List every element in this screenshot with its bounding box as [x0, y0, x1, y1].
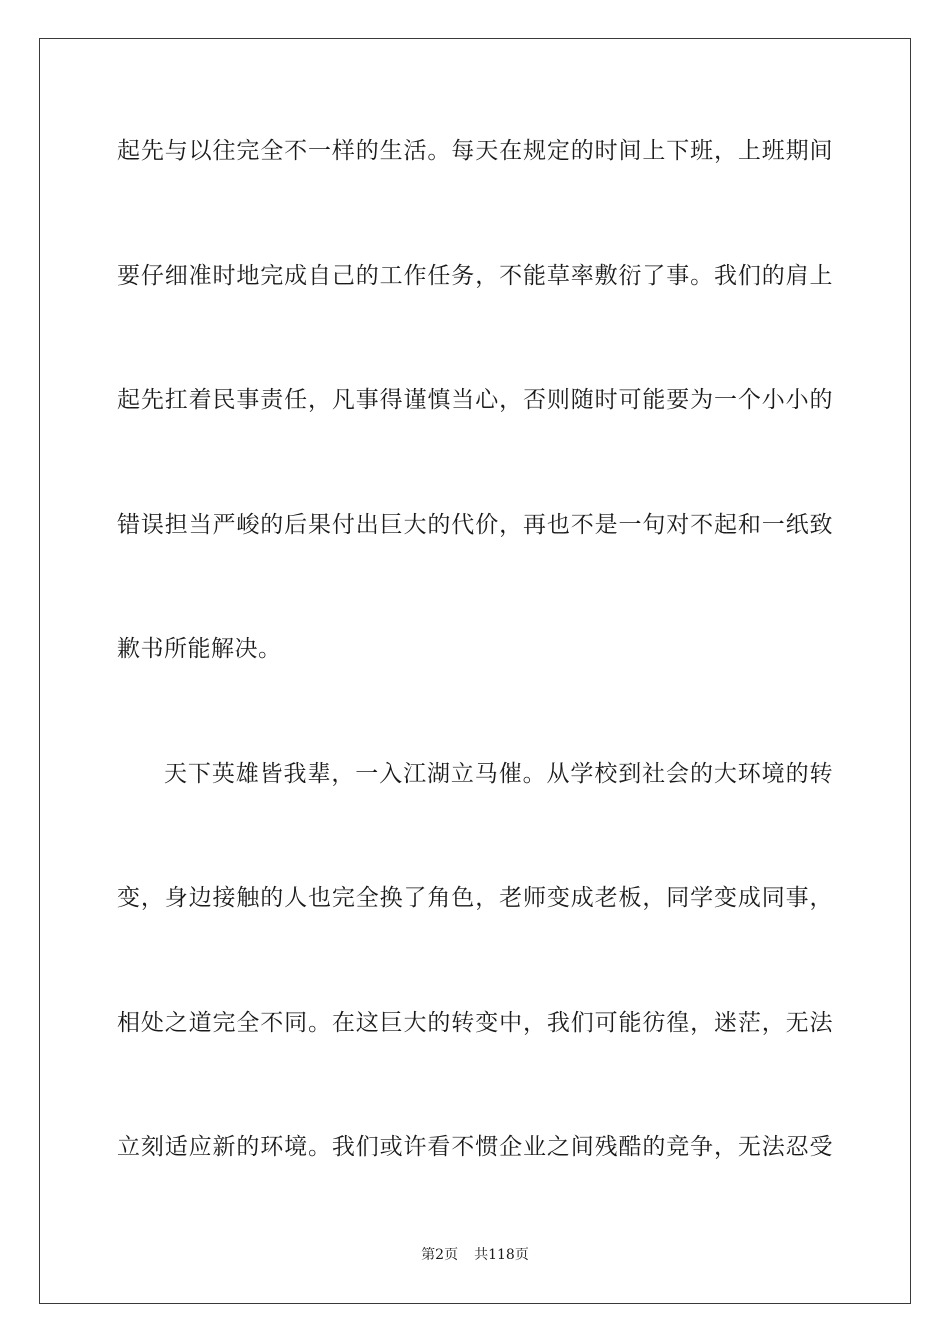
text-line: 起先与以往完全不一样的生活。每天在规定的时间上下班，上班期间 [117, 138, 833, 164]
page-total: 共118页 [474, 1247, 529, 1263]
text-line: 立刻适应新的环境。我们或许看不惯企业之间残酷的竞争，无法忍受 [117, 1134, 833, 1160]
text-line: 错误担当严峻的后果付出巨大的代价，再也不是一句对不起和一纸致 [117, 512, 833, 538]
text-line: 起先扛着民事责任，凡事得谨慎当心，否则随时可能要为一个小小的 [117, 387, 833, 413]
text-line: 要仔细准时地完成自己的工作任务，不能草率敷衍了事。我们的肩上 [117, 263, 833, 289]
text-line: 歉书所能解决。 [117, 636, 282, 662]
page-number: 第2页 [421, 1247, 459, 1263]
text-line: 相处之道完全不同。在这巨大的转变中，我们可能彷徨，迷茫，无法 [117, 1010, 833, 1036]
text-line: 变，身边接触的人也完全换了角色，老师变成老板，同学变成同事， [117, 885, 833, 911]
page-footer [0, 1246, 950, 1264]
page-border [39, 38, 911, 1304]
paragraph-first-line: 天下英雄皆我辈，一入江湖立马催。从学校到社会的大环境的转 [164, 761, 833, 787]
